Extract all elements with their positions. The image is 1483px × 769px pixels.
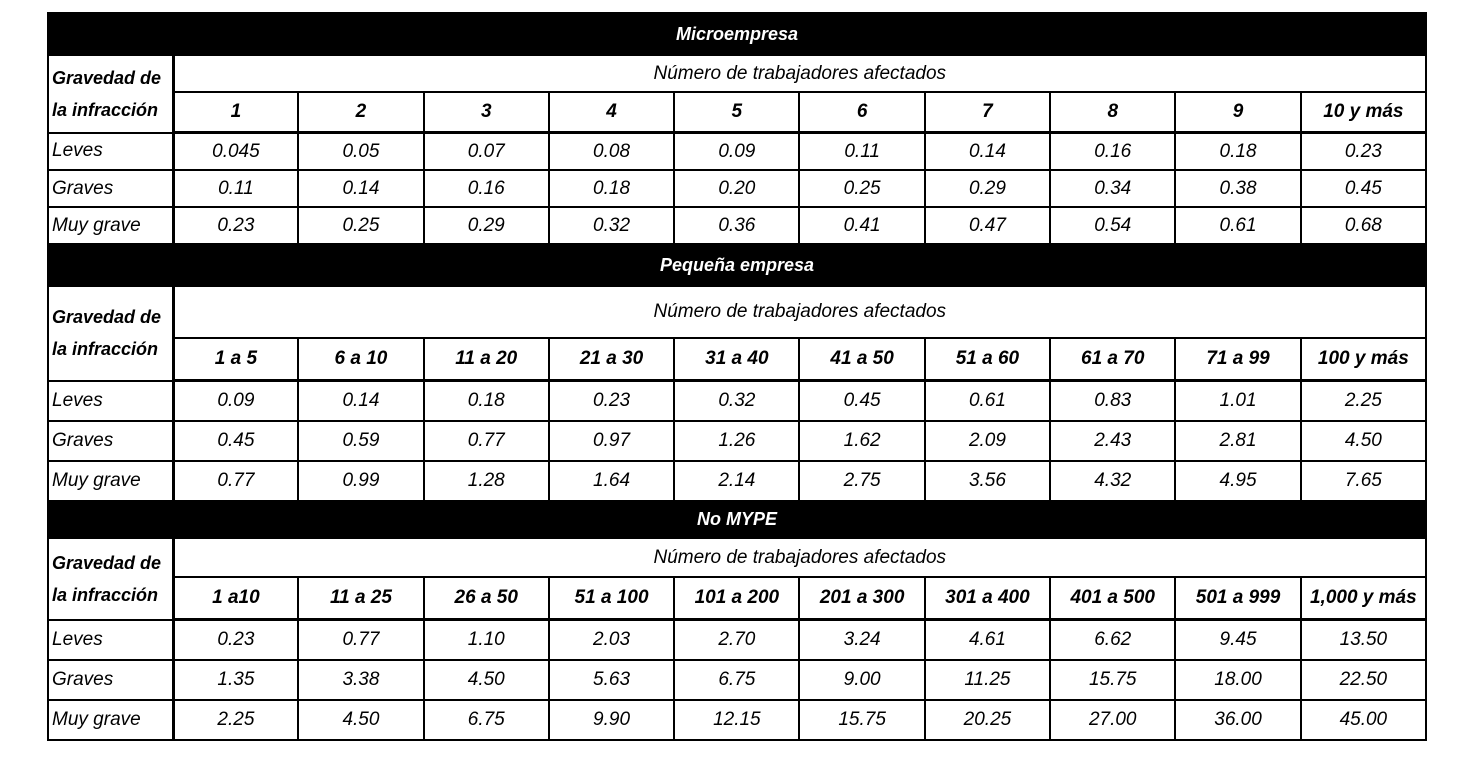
table-cell: 0.54 <box>1050 207 1175 244</box>
table-row-leves <box>48 381 1426 422</box>
table-cell: 3.56 <box>925 461 1050 501</box>
subheader-workers-affected: Número de trabajadores afectados <box>173 55 1426 92</box>
table-cell: 0.41 <box>799 207 924 244</box>
table-cell: 45.00 <box>1301 700 1426 740</box>
row-header-label-line2: la infracción <box>52 99 159 120</box>
table-cell: 0.45 <box>1301 170 1426 207</box>
column-header: 11 a 20 <box>424 338 549 381</box>
table-cell: 2.70 <box>674 620 799 661</box>
section-title-row-no-mype <box>48 501 1426 538</box>
table-cell: 0.08 <box>549 133 674 171</box>
column-header: 301 a 400 <box>925 577 1050 620</box>
table-cell: 0.32 <box>549 207 674 244</box>
table-cell: 0.47 <box>925 207 1050 244</box>
table-cell: 0.045 <box>173 133 298 171</box>
table-cell: 12.15 <box>674 700 799 740</box>
column-header-row <box>48 338 1426 381</box>
table-cell: 22.50 <box>1301 660 1426 700</box>
table-cell: 36.00 <box>1175 700 1300 740</box>
table-cell: 1.28 <box>424 461 549 501</box>
table-cell: 0.97 <box>549 421 674 461</box>
table-row-leves <box>48 133 1426 171</box>
table-row-graves <box>48 170 1426 207</box>
table-row-muy-grave <box>48 700 1426 740</box>
table-cell: 0.83 <box>1050 381 1175 422</box>
table-cell: 0.14 <box>298 170 423 207</box>
table-cell: 0.45 <box>173 421 298 461</box>
column-header: 1,000 y más <box>1301 577 1426 620</box>
column-header: 1 a10 <box>173 577 298 620</box>
table-row-muy-grave <box>48 207 1426 244</box>
column-header: 6 <box>799 92 924 133</box>
table-cell: 1.01 <box>1175 381 1300 422</box>
table-cell: 0.32 <box>674 381 799 422</box>
row-label: Graves <box>48 170 173 207</box>
subheader-row <box>48 286 1426 338</box>
column-header: 401 a 500 <box>1050 577 1175 620</box>
section-title-no-mype: No MYPE <box>48 501 1426 538</box>
column-header: 1 <box>173 92 298 133</box>
table-cell: 2.09 <box>925 421 1050 461</box>
column-header: 7 <box>925 92 1050 133</box>
table-cell: 4.50 <box>1301 421 1426 461</box>
table-cell: 0.29 <box>424 207 549 244</box>
fines-table <box>47 12 1427 741</box>
column-header: 1 a 5 <box>173 338 298 381</box>
column-header: 9 <box>1175 92 1300 133</box>
table-cell: 1.26 <box>674 421 799 461</box>
table-row-graves <box>48 660 1426 700</box>
table-cell: 0.16 <box>1050 133 1175 171</box>
table-cell: 2.81 <box>1175 421 1300 461</box>
table-cell: 2.03 <box>549 620 674 661</box>
table-cell: 13.50 <box>1301 620 1426 661</box>
table-cell: 0.77 <box>173 461 298 501</box>
column-header: 6 a 10 <box>298 338 423 381</box>
table-cell: 6.75 <box>424 700 549 740</box>
table-cell: 0.09 <box>173 381 298 422</box>
column-header: 5 <box>674 92 799 133</box>
table-cell: 9.00 <box>799 660 924 700</box>
table-cell: 1.64 <box>549 461 674 501</box>
subheader-row <box>48 538 1426 577</box>
table-cell: 0.14 <box>298 381 423 422</box>
table-cell: 0.29 <box>925 170 1050 207</box>
column-header: 51 a 60 <box>925 338 1050 381</box>
column-header-row <box>48 577 1426 620</box>
row-label: Muy grave <box>48 461 173 501</box>
table-cell: 4.32 <box>1050 461 1175 501</box>
subheader-workers-affected: Número de trabajadores afectados <box>173 538 1426 577</box>
row-label: Leves <box>48 133 173 171</box>
column-header: 71 a 99 <box>1175 338 1300 381</box>
column-header: 501 a 999 <box>1175 577 1300 620</box>
row-label: Muy grave <box>48 700 173 740</box>
table-cell: 15.75 <box>799 700 924 740</box>
column-header: 21 a 30 <box>549 338 674 381</box>
column-header: 4 <box>549 92 674 133</box>
section-title-row-microempresa <box>48 13 1426 55</box>
table-cell: 0.45 <box>799 381 924 422</box>
table-cell: 1.10 <box>424 620 549 661</box>
column-header: 26 a 50 <box>424 577 549 620</box>
row-header-label-line1: Gravedad de <box>52 307 162 328</box>
row-label: Leves <box>48 381 173 422</box>
table-cell: 0.07 <box>424 133 549 171</box>
column-header: 100 y más <box>1301 338 1426 381</box>
table-cell: 15.75 <box>1050 660 1175 700</box>
subheader-row <box>48 55 1426 92</box>
table-cell: 2.14 <box>674 461 799 501</box>
column-header: 101 a 200 <box>674 577 799 620</box>
table-cell: 2.25 <box>1301 381 1426 422</box>
table-cell: 0.59 <box>298 421 423 461</box>
fines-table-container <box>47 12 1427 741</box>
table-cell: 0.05 <box>298 133 423 171</box>
table-cell: 0.23 <box>549 381 674 422</box>
table-cell: 0.23 <box>173 207 298 244</box>
table-cell: 4.95 <box>1175 461 1300 501</box>
table-cell: 3.38 <box>298 660 423 700</box>
table-cell: 2.25 <box>173 700 298 740</box>
table-cell: 18.00 <box>1175 660 1300 700</box>
row-header-label-line1: Gravedad de <box>52 552 162 573</box>
column-header: 3 <box>424 92 549 133</box>
row-header-label-line1: Gravedad de <box>52 67 162 88</box>
table-cell: 1.35 <box>173 660 298 700</box>
table-cell: 0.09 <box>674 133 799 171</box>
row-label: Graves <box>48 660 173 700</box>
column-header: 31 a 40 <box>674 338 799 381</box>
table-cell: 4.61 <box>925 620 1050 661</box>
table-row-muy-grave <box>48 461 1426 501</box>
column-header: 201 a 300 <box>799 577 924 620</box>
table-cell: 11.25 <box>925 660 1050 700</box>
table-cell: 0.61 <box>925 381 1050 422</box>
row-header-label <box>48 286 173 381</box>
row-header-label-line2: la infracción <box>52 339 159 360</box>
table-cell: 7.65 <box>1301 461 1426 501</box>
table-cell: 9.45 <box>1175 620 1300 661</box>
table-cell: 4.50 <box>424 660 549 700</box>
table-cell: 0.34 <box>1050 170 1175 207</box>
column-header: 61 a 70 <box>1050 338 1175 381</box>
column-header-row <box>48 92 1426 133</box>
table-cell: 0.36 <box>674 207 799 244</box>
table-cell: 0.61 <box>1175 207 1300 244</box>
column-header: 8 <box>1050 92 1175 133</box>
table-cell: 0.16 <box>424 170 549 207</box>
table-cell: 0.77 <box>298 620 423 661</box>
table-cell: 0.99 <box>298 461 423 501</box>
table-cell: 0.18 <box>1175 133 1300 171</box>
table-cell: 2.43 <box>1050 421 1175 461</box>
row-label: Muy grave <box>48 207 173 244</box>
table-cell: 0.23 <box>173 620 298 661</box>
table-cell: 0.25 <box>799 170 924 207</box>
table-cell: 0.38 <box>1175 170 1300 207</box>
table-cell: 6.62 <box>1050 620 1175 661</box>
table-cell: 0.14 <box>925 133 1050 171</box>
table-row-graves <box>48 421 1426 461</box>
table-row-leves <box>48 620 1426 661</box>
column-header: 10 y más <box>1301 92 1426 133</box>
table-cell: 0.23 <box>1301 133 1426 171</box>
row-label: Leves <box>48 620 173 661</box>
table-cell: 5.63 <box>549 660 674 700</box>
row-label: Graves <box>48 421 173 461</box>
section-title-microempresa: Microempresa <box>48 13 1426 55</box>
table-cell: 0.25 <box>298 207 423 244</box>
column-header: 11 a 25 <box>298 577 423 620</box>
table-cell: 27.00 <box>1050 700 1175 740</box>
table-cell: 0.11 <box>799 133 924 171</box>
table-cell: 0.18 <box>549 170 674 207</box>
table-cell: 0.68 <box>1301 207 1426 244</box>
table-cell: 0.20 <box>674 170 799 207</box>
row-header-label <box>48 55 173 133</box>
column-header: 41 a 50 <box>799 338 924 381</box>
table-cell: 1.62 <box>799 421 924 461</box>
row-header-label-line2: la infracción <box>52 584 159 605</box>
table-cell: 2.75 <box>799 461 924 501</box>
table-cell: 0.11 <box>173 170 298 207</box>
table-cell: 0.18 <box>424 381 549 422</box>
section-title-row-pequena-empresa <box>48 244 1426 286</box>
row-header-label <box>48 538 173 620</box>
table-cell: 3.24 <box>799 620 924 661</box>
table-cell: 9.90 <box>549 700 674 740</box>
column-header: 2 <box>298 92 423 133</box>
table-cell: 4.50 <box>298 700 423 740</box>
subheader-workers-affected: Número de trabajadores afectados <box>173 286 1426 338</box>
table-cell: 0.77 <box>424 421 549 461</box>
table-cell: 6.75 <box>674 660 799 700</box>
table-cell: 20.25 <box>925 700 1050 740</box>
column-header: 51 a 100 <box>549 577 674 620</box>
section-title-pequena-empresa: Pequeña empresa <box>48 244 1426 286</box>
